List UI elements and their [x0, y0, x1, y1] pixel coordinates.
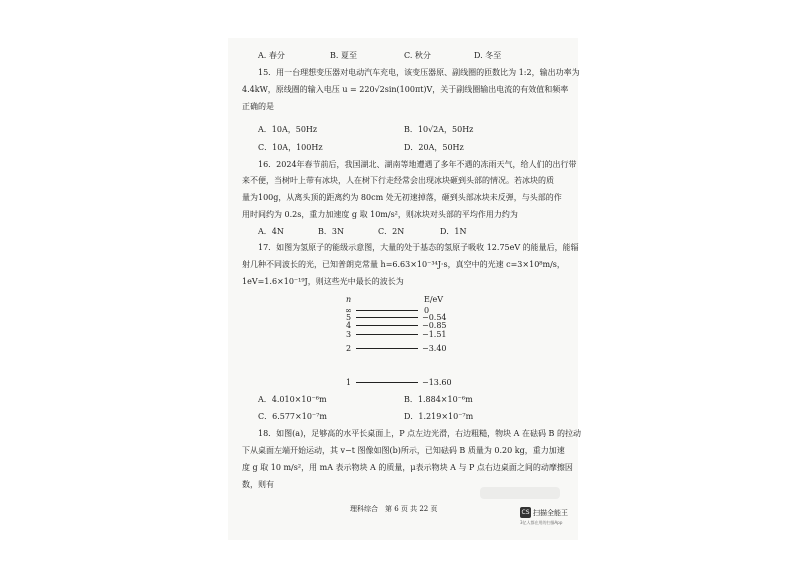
q15-line1: 15．用一台理想变压器对电动汽车充电，该变压器原、副线圈的匝数比为 1:2，输出功率为: [258, 68, 580, 77]
level-line-4: [356, 325, 418, 326]
q17-line1: 17．如图为氢原子的能级示意图，大量的处于基态的氢原子吸收 12.75eV 的能量后，能辐: [258, 243, 579, 252]
level-n-5: 5: [346, 313, 352, 322]
q18-line2: 下从桌面左端开始运动，其 v−t 图像如图(b)所示，已知砝码 B 质量为 0.20 kg，重力加速: [242, 446, 565, 455]
q17-option-b: B．1.884×10⁻⁶m: [404, 395, 473, 404]
diagram-header-e: E/eV: [424, 295, 444, 304]
watermark-sub: 3亿人都在用的扫描App: [520, 520, 563, 525]
q16-option-c: C．2N: [378, 227, 405, 236]
scan-smudge: [480, 487, 560, 499]
level-n-3: 3: [346, 330, 352, 339]
q15-option-d: D．20A，50Hz: [404, 143, 464, 152]
q16-line1: 16．2024年春节前后，我国湖北、湖南等地遭遇了多年不遇的冻雨天气，给人们的出行带: [258, 160, 577, 169]
level-line-2: [356, 348, 418, 349]
diagram-header-n: n: [346, 295, 352, 304]
scanner-watermark: [520, 507, 570, 527]
level-n-inf: ∞: [345, 306, 352, 315]
q18-line4: 数，则有: [242, 480, 274, 489]
q17-line3: 1eV=1.6×10⁻¹⁹J，则这些光中最长的波长为: [242, 277, 404, 286]
watermark-name: 扫描全能王: [533, 509, 568, 517]
q15-line3: 正确的是: [242, 102, 274, 111]
level-line-inf: [356, 310, 418, 311]
q16-line3: 量为100g，从离头顶的距离约为 80cm 处无初速掉落，砸到头部冰块未反弹，与头部的作: [242, 193, 562, 202]
level-line-1: [356, 382, 418, 383]
level-line-5: [356, 317, 418, 318]
q16-option-b: B．3N: [318, 227, 344, 236]
level-line-3: [356, 334, 418, 335]
q17-option-d: D．1.219×10⁻⁷m: [404, 412, 474, 421]
q18-line3: 度 g 取 10 m/s²，用 mA 表示物块 A 的质量，μ表示物块 A 与 P 点右边桌面之间的动摩擦因: [242, 463, 573, 472]
q14-option-a: A. 春分: [258, 51, 285, 60]
q17-line2: 射几种不同波长的光，已知普朗克常量 h=6.63×10⁻³⁴J·s，真空中的光速 c=3×10⁸m/s，: [242, 260, 565, 269]
q14-option-b: B. 夏至: [330, 51, 357, 60]
camscanner-icon: CS: [521, 509, 530, 516]
level-e-5: −0.54: [422, 313, 447, 322]
level-e-2: −3.40: [422, 344, 447, 353]
level-n-2: 2: [346, 344, 352, 353]
level-n-1: 1: [346, 378, 352, 387]
page-footer: 理科综合 第 6 页 共 22 页: [350, 505, 438, 513]
level-e-1: −13.60: [422, 378, 452, 387]
q16-line4: 用时间约为 0.2s，重力加速度 g 取 10m/s²，则冰块对头部的平均作用力约为: [242, 210, 518, 219]
level-e-inf: 0: [424, 306, 430, 315]
q16-option-a: A．4N: [258, 227, 284, 236]
q18-line1: 18．如图(a)，足够高的水平长桌面上，P 点左边光滑，右边粗糙，物块 A 在砝码 B 的拉动: [258, 429, 581, 438]
q14-option-d: D. 冬至: [474, 51, 502, 60]
q15-line2: 4.4kW，原线圈的输入电压 u = 220√2sin(100πt)V，关于副线圈输出电流的有效值和频率: [242, 85, 569, 94]
q16-line2: 来不便，当树叶上带有冰块，人在树下行走经常会出现冰块砸到头部的情况。若冰块的质: [242, 176, 554, 185]
q14-option-c: C. 秋分: [404, 51, 431, 60]
level-e-4: −0.85: [422, 321, 447, 330]
q15-option-a: A．10A，50Hz: [258, 125, 318, 134]
q16-option-d: D．1N: [440, 227, 467, 236]
level-e-3: −1.51: [422, 330, 447, 339]
q15-option-c: C．10A，100Hz: [258, 143, 323, 152]
q17-option-a: A．4.010×10⁻⁶m: [258, 395, 327, 404]
q15-option-b: B．10√2A，50Hz: [404, 125, 474, 134]
q17-option-c: C．6.577×10⁻⁷m: [258, 412, 327, 421]
level-n-4: 4: [346, 321, 352, 330]
